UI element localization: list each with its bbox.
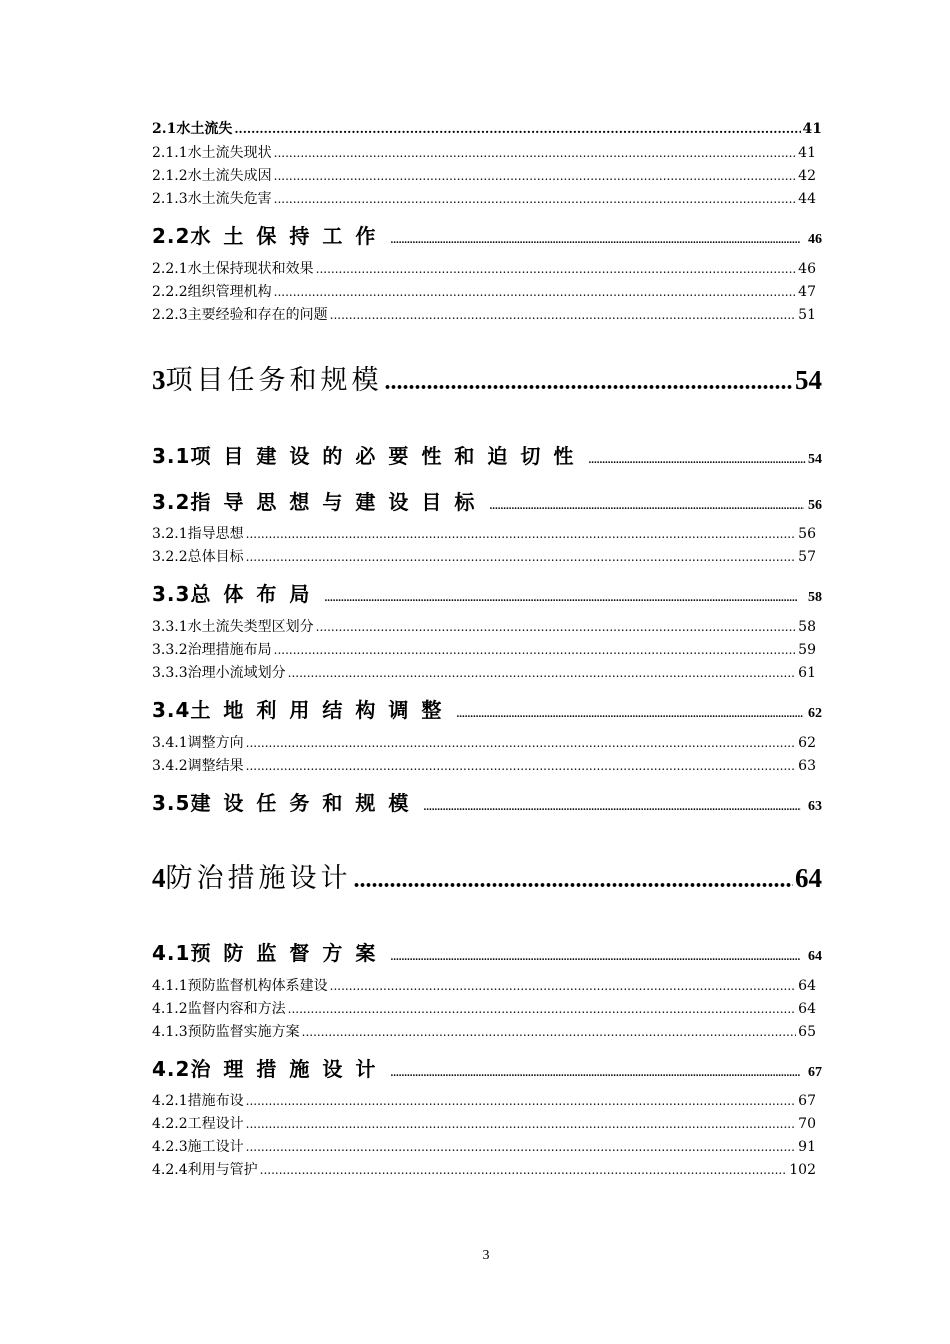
toc-entry-number: 2.2.3 [152, 307, 188, 323]
toc-entry[interactable] [152, 165, 822, 185]
toc-entry[interactable] [152, 486, 822, 515]
toc-entry-number: 4.2 [152, 1057, 191, 1081]
toc-entry[interactable] [152, 118, 822, 138]
toc-entry[interactable] [152, 755, 822, 775]
toc-leader-dots [385, 369, 794, 396]
toc-entry-title: 水土保持工作 [190, 224, 389, 248]
toc-leader-dots [246, 736, 795, 750]
toc-entry-title: 治理小流域划分 [187, 665, 286, 681]
toc-entry-number: 4.2.2 [152, 1116, 188, 1132]
toc-entry-page: 62 [798, 735, 816, 751]
toc-entry-title: 水土流失危害 [187, 191, 272, 207]
toc-entry[interactable] [152, 732, 822, 752]
toc-leader-dots [246, 759, 795, 773]
toc-leader-dots [354, 867, 794, 894]
toc-entry[interactable] [152, 937, 822, 966]
toc-entry[interactable] [152, 1113, 822, 1133]
toc-entry[interactable] [152, 281, 822, 301]
toc-entry-number: 3.4 [152, 698, 191, 722]
toc-entry-title: 总体目标 [187, 549, 244, 565]
toc-entry[interactable] [152, 1053, 822, 1082]
toc-entry-number: 3.5 [152, 791, 191, 815]
toc-leader-dots [274, 169, 796, 183]
toc-entry[interactable] [152, 523, 822, 543]
toc-entry-title: 预防监督方案 [190, 941, 389, 965]
toc-entry[interactable] [152, 975, 822, 995]
toc-leader-dots [588, 454, 806, 466]
toc-entry-title: 利用与管护 [187, 1162, 258, 1178]
toc-entry-page: 61 [798, 665, 816, 681]
toc-leader-dots [390, 234, 799, 246]
toc-entry-title: 水土流失现状 [187, 145, 272, 161]
toc-leader-dots [423, 801, 801, 813]
toc-entry[interactable] [152, 639, 822, 659]
toc-leader-dots [330, 308, 797, 322]
toc-leader-dots [288, 666, 796, 680]
toc-entry-page: 54 [795, 365, 822, 395]
toc-leader-dots [246, 1094, 795, 1108]
toc-leader-dots [246, 550, 795, 564]
toc-entry-page: 62 [808, 706, 822, 721]
page-number: 3 [482, 1248, 490, 1263]
toc-entry-page: 64 [808, 949, 822, 964]
toc-entry[interactable] [152, 616, 822, 636]
toc-entry-title: 指导思想与建设目标 [190, 490, 488, 514]
toc-entry-number: 4.1 [152, 941, 191, 965]
toc-entry-title: 水土流失类型区划分 [187, 619, 314, 635]
toc-entry-title: 防治措施设计 [165, 863, 352, 894]
toc-entry-number: 4 [152, 863, 166, 893]
toc-entry[interactable] [152, 694, 822, 723]
toc-entry-title: 项目建设的必要性和迫切性 [190, 444, 587, 468]
toc-entry-title: 预防监督机构体系建设 [187, 978, 328, 994]
toc-entry-page: 67 [798, 1093, 816, 1109]
toc-entry-number: 2.1.2 [152, 168, 188, 184]
toc-entry[interactable] [152, 546, 822, 566]
toc-entry-number: 2.1.1 [152, 145, 188, 161]
toc-entry-page: 54 [808, 452, 822, 467]
toc-entry-page: 67 [808, 1065, 822, 1080]
toc-leader-dots [274, 285, 796, 299]
toc-entry[interactable] [152, 662, 822, 682]
toc-entry-title: 水土流失 [176, 121, 233, 137]
toc-entry-title: 项目任务和规模 [165, 365, 383, 396]
toc-entry-number: 3.2 [152, 490, 191, 514]
toc-entry-title: 主要经验和存在的问题 [187, 307, 328, 323]
toc-leader-dots [330, 979, 797, 993]
toc-entry-title: 预防监督实施方案 [187, 1024, 300, 1040]
toc-entry[interactable] [152, 358, 822, 397]
toc-leader-dots [246, 1117, 795, 1131]
toc-entry-page: 41 [798, 145, 816, 161]
toc-leader-dots [288, 1002, 796, 1016]
toc-entry-page: 57 [798, 549, 816, 565]
toc-entry-number: 3.2.1 [152, 526, 188, 542]
toc-entry-title: 水土流失成因 [187, 168, 272, 184]
toc-entry[interactable] [152, 1021, 822, 1041]
toc-entry-number: 2.1.3 [152, 191, 188, 207]
toc-entry-number: 4.1.3 [152, 1024, 188, 1040]
toc-entry[interactable] [152, 258, 822, 278]
toc-entry[interactable] [152, 304, 822, 324]
toc-entry-number: 3.1 [152, 444, 191, 468]
toc-entry[interactable] [152, 1090, 822, 1110]
toc-leader-dots [234, 122, 800, 136]
toc-leader-dots [456, 708, 802, 720]
toc-entry-number: 3.3.2 [152, 642, 188, 658]
toc-entry-page: 46 [808, 232, 822, 247]
toc-entry-page: 64 [795, 863, 822, 893]
toc-entry[interactable] [152, 220, 822, 249]
toc-leader-dots [316, 620, 797, 634]
toc-entry-title: 建设任务和规模 [190, 791, 422, 815]
toc-entry[interactable] [152, 787, 822, 816]
toc-entry-page: 44 [798, 191, 816, 207]
toc-entry-number: 3.4.1 [152, 735, 188, 751]
toc-entry-page: 56 [808, 498, 822, 513]
toc-entry-number: 3.3 [152, 582, 191, 606]
toc-entry-title: 指导思想 [187, 526, 244, 542]
toc-entry[interactable] [152, 578, 822, 607]
toc-entry-number: 2.2.1 [152, 261, 188, 277]
toc-leader-dots [260, 1163, 788, 1177]
toc-entry-number: 4.1.2 [152, 1001, 188, 1017]
toc-entry-title: 施工设计 [187, 1139, 244, 1155]
toc-leader-dots [489, 500, 804, 512]
toc-entry[interactable] [152, 1136, 822, 1156]
toc-entry-number: 2.2 [152, 224, 191, 248]
toc-leader-dots [274, 643, 796, 657]
toc-entry[interactable] [152, 440, 822, 469]
toc-entry-number: 3 [152, 365, 166, 395]
toc-entry[interactable] [152, 998, 822, 1018]
toc-entry-page: 41 [802, 121, 822, 137]
toc-entry-number: 4.2.4 [152, 1162, 188, 1178]
toc-entry[interactable] [152, 1159, 822, 1179]
toc-entry-page: 91 [798, 1139, 816, 1155]
toc-entry-page: 59 [798, 642, 816, 658]
toc-entry-page: 70 [798, 1116, 816, 1132]
toc-entry-title: 治理措施布局 [187, 642, 272, 658]
toc-leader-dots [246, 527, 795, 541]
toc-leader-dots [274, 146, 796, 160]
toc-leader-dots [274, 192, 796, 206]
toc-entry-page: 46 [798, 261, 816, 277]
toc-entry-title: 监督内容和方法 [187, 1001, 286, 1017]
toc-entry-page: 63 [798, 758, 816, 774]
toc-entry-page: 58 [808, 590, 822, 605]
toc-entry-page: 47 [798, 284, 816, 300]
toc-entry-page: 58 [798, 619, 816, 635]
toc-entry-number: 4.2.3 [152, 1139, 188, 1155]
toc-entry-number: 4.2.1 [152, 1093, 188, 1109]
toc-leader-dots [302, 1025, 797, 1039]
toc-entry-title: 措施布设 [187, 1093, 244, 1109]
toc-entry[interactable] [152, 142, 822, 162]
toc-entry-title: 治理措施设计 [190, 1057, 389, 1081]
toc-entry-page: 42 [798, 168, 816, 184]
toc-entry-title: 土地利用结构调整 [190, 698, 455, 722]
toc-leader-dots [324, 592, 796, 604]
toc-entry-number: 2.1 [152, 121, 177, 137]
toc-entry-page: 56 [798, 526, 816, 542]
toc-entry-page: 65 [798, 1024, 816, 1040]
toc-leader-dots [390, 1067, 799, 1079]
toc-entry-title: 工程设计 [187, 1116, 244, 1132]
toc-entry-title: 调整结果 [187, 758, 244, 774]
toc-entry-page: 51 [798, 307, 816, 323]
toc-entry-title: 调整方向 [187, 735, 244, 751]
toc-leader-dots [390, 951, 799, 963]
toc-entry-title: 组织管理机构 [187, 284, 272, 300]
toc-entry-title: 总体布局 [190, 582, 323, 606]
toc-entry[interactable] [152, 188, 822, 208]
toc-entry-title: 水土保持现状和效果 [187, 261, 314, 277]
toc-entry[interactable] [152, 856, 822, 895]
toc-entry-number: 3.3.1 [152, 619, 188, 635]
toc-entry-number: 3.2.2 [152, 549, 188, 565]
toc-leader-dots [246, 1140, 795, 1154]
toc-entry-number: 2.2.2 [152, 284, 188, 300]
toc-entry-page: 102 [789, 1162, 816, 1178]
toc-entry-number: 3.4.2 [152, 758, 188, 774]
toc-entry-number: 3.3.3 [152, 665, 188, 681]
toc-entry-page: 64 [798, 1001, 816, 1017]
toc-entry-page: 64 [798, 978, 816, 994]
toc-leader-dots [316, 262, 797, 276]
toc-entry-page: 63 [808, 799, 822, 814]
toc-entry-number: 4.1.1 [152, 978, 188, 994]
